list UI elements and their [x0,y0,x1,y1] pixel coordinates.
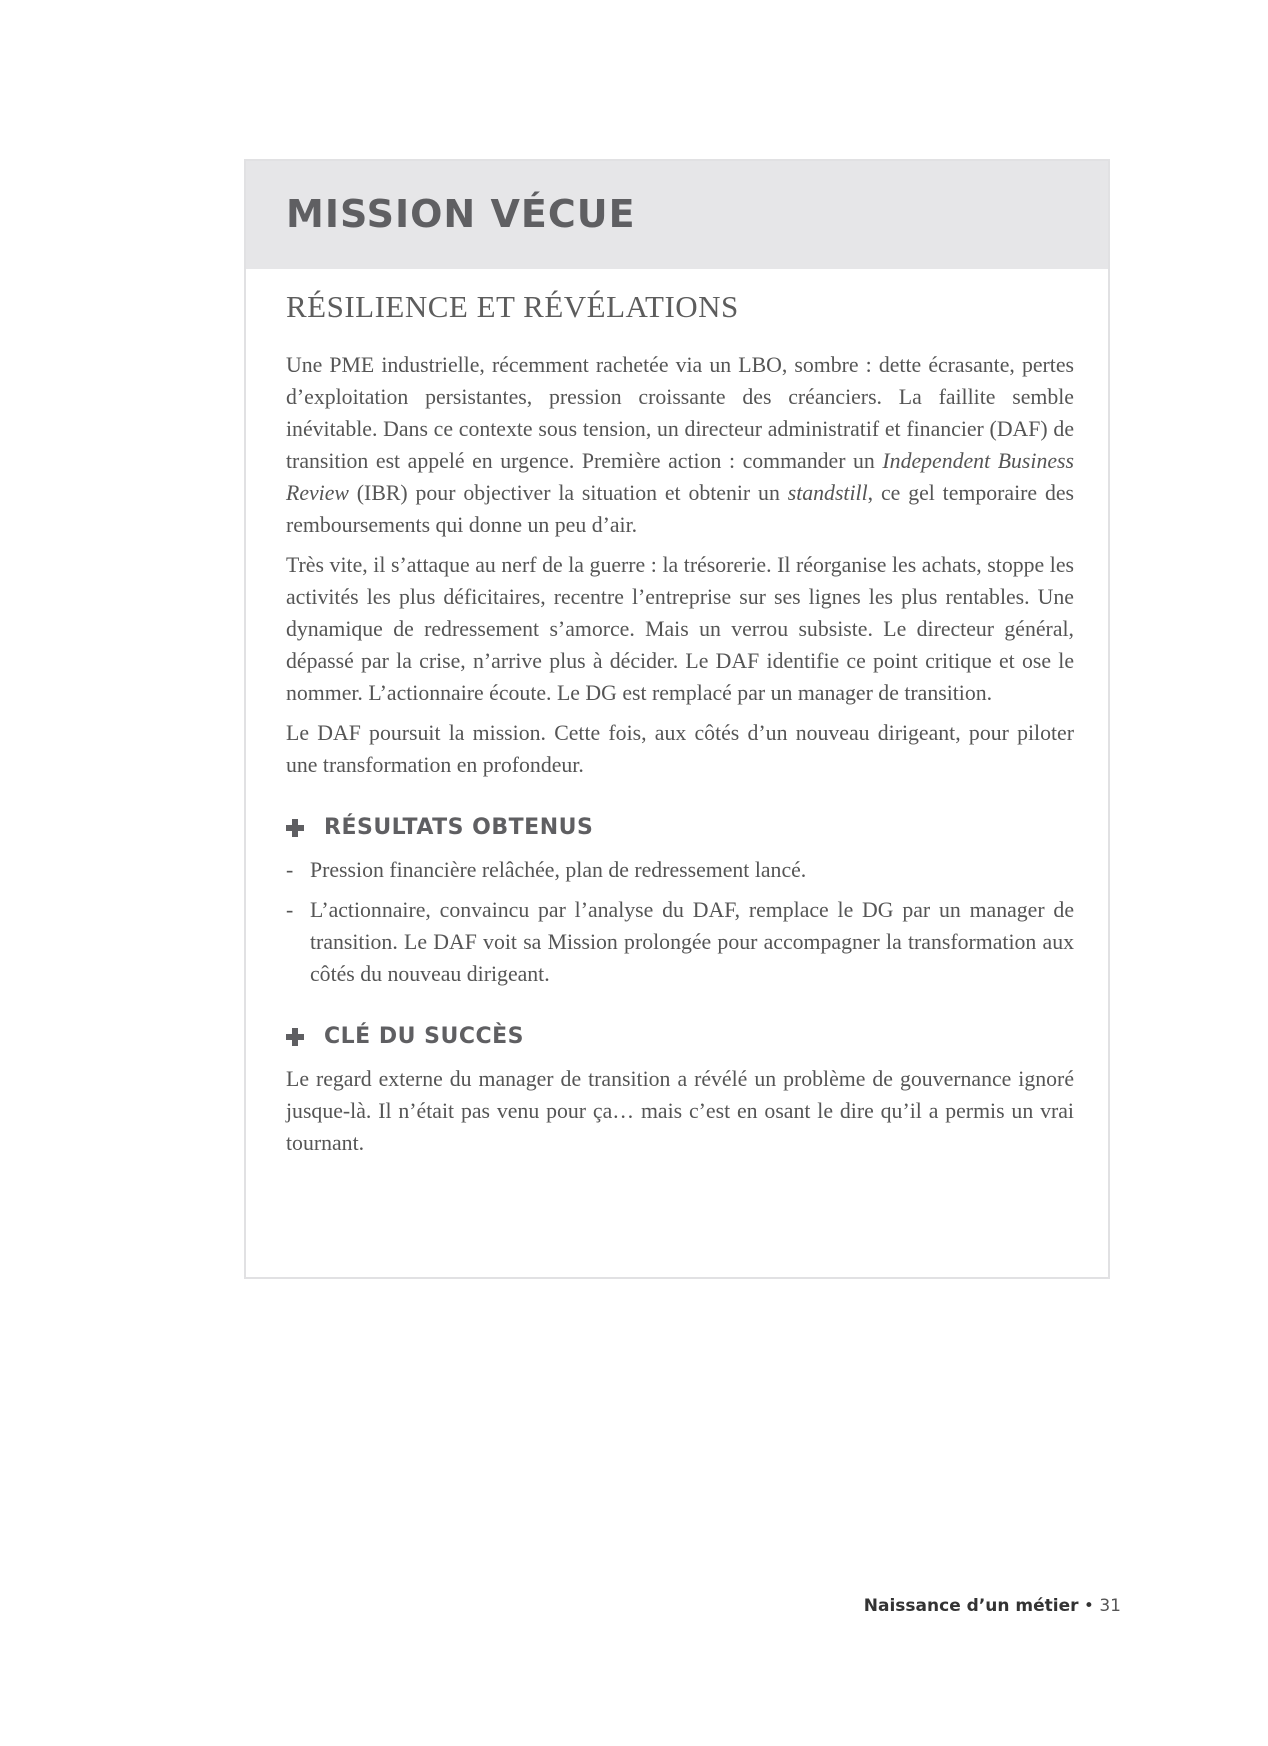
results-heading-label: RÉSULTATS OBTENUS [324,815,594,840]
success-heading-label: CLÉ DU SUCCÈS [324,1024,525,1049]
page-number: 31 [1099,1596,1121,1616]
result-text: Pression financière relâchée, plan de redressement lancé. [310,858,807,882]
paragraph-2: Très vite, il s’attaque au nerf de la guerre : la trésorerie. Il réorganise les achats, stoppe les activités les plus déficitaires, recentre l’entreprise sur ses lignes les plus rentables. Une dynamique de redressement s’amorce. Mais un verrou subsiste. Le directeur général, dépassé par la crise, n’arrive plus à décider. Le DAF identifie ce point critique et ose le nommer. L’actionnaire écoute. Le DG est remplacé par un manager de transition. [286,553,1074,705]
plus-icon [286,819,304,837]
mission-box [244,159,1110,1279]
paragraph-1-part-b: (IBR) pour objectiver la situation et obtenir un [348,481,788,505]
mission-subtitle: RÉSILIENCE ET RÉVÉLATIONS [286,289,739,324]
list-item [286,894,1074,990]
paragraph-1-part-c: , ce gel temporaire des remboursements qui donne un peu d’air. [286,481,1074,537]
box-title: MISSION VÉCUE [286,192,636,236]
paragraph-3: Le DAF poursuit la mission. Cette fois, aux côtés d’un nouveau dirigeant, pour piloter une transformation en profondeur. [286,721,1074,777]
paragraph-1 [286,349,1074,541]
list-item [286,854,1074,886]
dash-bullet: - [286,858,294,882]
paragraph-1-part-a: Une PME industrielle, récemment rachetée via un LBO, sombre : dette écrasante, pertes d’exploitation persistantes, pression croissante des créanciers. La faillite semble inévitable. Dans ce contexte sous tension, un directeur administratif et financier (DAF) de transition est appelé en urgence. Première action : commander un [286,353,1074,473]
box-body [286,289,1074,1167]
dash-bullet: - [286,898,294,922]
results-heading [286,815,1074,840]
running-title: Naissance d’un métier [863,1596,1079,1616]
success-paragraph: Le regard externe du manager de transition a révélé un problème de gouvernance ignoré jusque-là. Il n’était pas venu pour ça… mais c’est en osant le dire qu’il a permis un vrai tournant. [286,1067,1074,1155]
box-header [246,161,1108,269]
footer-separator: • [1083,1596,1094,1616]
plus-icon [286,1028,304,1046]
page-footer [864,1596,1121,1616]
success-heading [286,1024,1074,1049]
paragraph-1-italic-ibr: Independent Business Review [286,449,1074,505]
paragraph-1-italic-standstill: standstill [787,481,868,505]
results-list [286,854,1074,990]
result-text: L’actionnaire, convaincu par l’analyse du DAF, remplace le DG par un manager de transition. Le DAF voit sa Mission prolongée pour accompagner la transformation aux côtés du nouveau dirigeant. [310,898,1074,986]
